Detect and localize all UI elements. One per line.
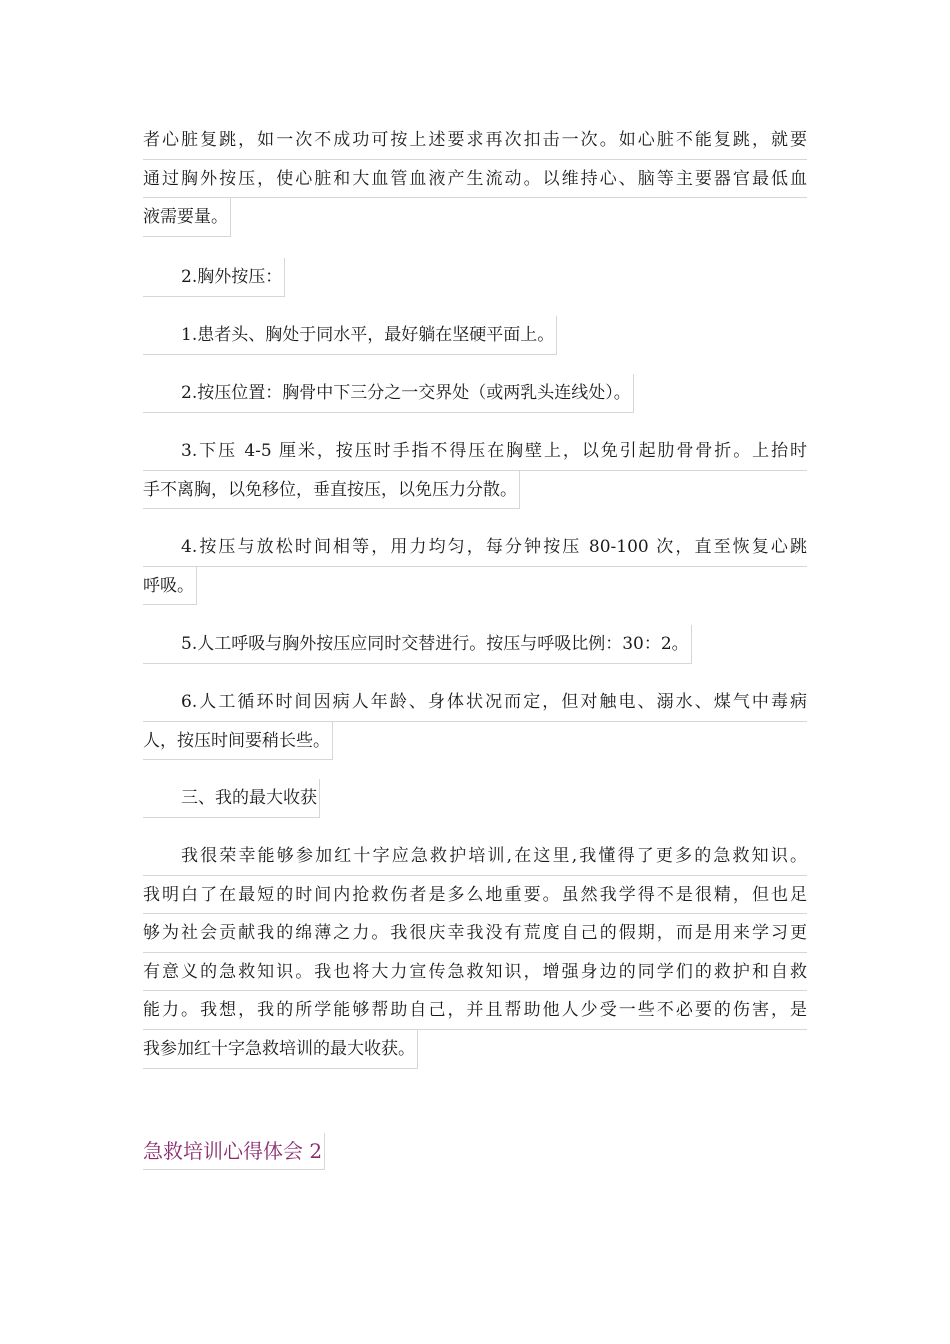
text-line: 人，按压时间要稍长些。	[143, 722, 333, 761]
paragraph-section-title-biggest-gain	[143, 779, 807, 832]
text-line: 2.胸外按压：	[143, 258, 285, 297]
text-line: 5.人工呼吸与胸外按压应同时交替进行。按压与呼吸比例：30：2。	[143, 625, 692, 664]
text-line: 1.患者头、胸处于同水平，最好躺在坚硬平面上。	[143, 316, 557, 355]
paragraph-biggest-gain-body	[143, 837, 807, 1083]
paragraph-subheading-chest-compression	[143, 258, 807, 311]
paragraph-step-6	[143, 683, 807, 775]
text-line: 6.人工循环时间因病人年龄、身体状况而定，但对触电、溺水、煤气中毒病	[143, 683, 807, 722]
text-line: 手不离胸，以免移位，垂直按压，以免压力分散。	[143, 471, 520, 510]
paragraph-step-5	[143, 625, 807, 678]
text-line: 者心脏复跳，如一次不成功可按上述要求再次扣击一次。如心脏不能复跳，就要	[143, 121, 807, 160]
text-line: 我参加红十字急救培训的最大收获。	[143, 1030, 418, 1069]
section-heading: 急救培训心得体会 2	[143, 1133, 325, 1170]
paragraph-continuation	[143, 121, 807, 251]
text-line: 通过胸外按压，使心脏和大血管血液产生流动。以维持心、脑等主要器官最低血	[143, 160, 807, 199]
text-line: 够为社会贡献我的绵薄之力。我很庆幸我没有荒度自己的假期，而是用来学习更	[143, 914, 807, 953]
paragraph-step-2	[143, 374, 807, 427]
paragraph-step-3	[143, 432, 807, 524]
paragraph-step-4	[143, 528, 807, 620]
text-line: 呼吸。	[143, 567, 197, 606]
paragraph-step-1	[143, 316, 807, 369]
text-line: 3.下压 4-5 厘米，按压时手指不得压在胸壁上，以免引起肋骨骨折。上抬时	[143, 432, 807, 471]
text-line: 2.按压位置：胸骨中下三分之一交界处（或两乳头连线处）。	[143, 374, 634, 413]
text-line: 我很荣幸能够参加红十字应急救护培训,在这里,我懂得了更多的急救知识。	[143, 837, 807, 876]
text-line: 三、我的最大收获	[143, 779, 320, 818]
text-line: 4.按压与放松时间相等，用力均匀，每分钟按压 80-100 次，直至恢复心跳	[143, 528, 807, 567]
text-line: 液需要量。	[143, 198, 231, 237]
text-line: 能力。我想，我的所学能够帮助自己，并且帮助他人少受一些不必要的伤害，是	[143, 991, 807, 1030]
text-line: 我明白了在最短的时间内抢救伤者是多么地重要。虽然我学得不是很精，但也足	[143, 876, 807, 915]
text-line: 有意义的急救知识。我也将大力宣传急救知识，增强身边的同学们的救护和自救	[143, 953, 807, 992]
